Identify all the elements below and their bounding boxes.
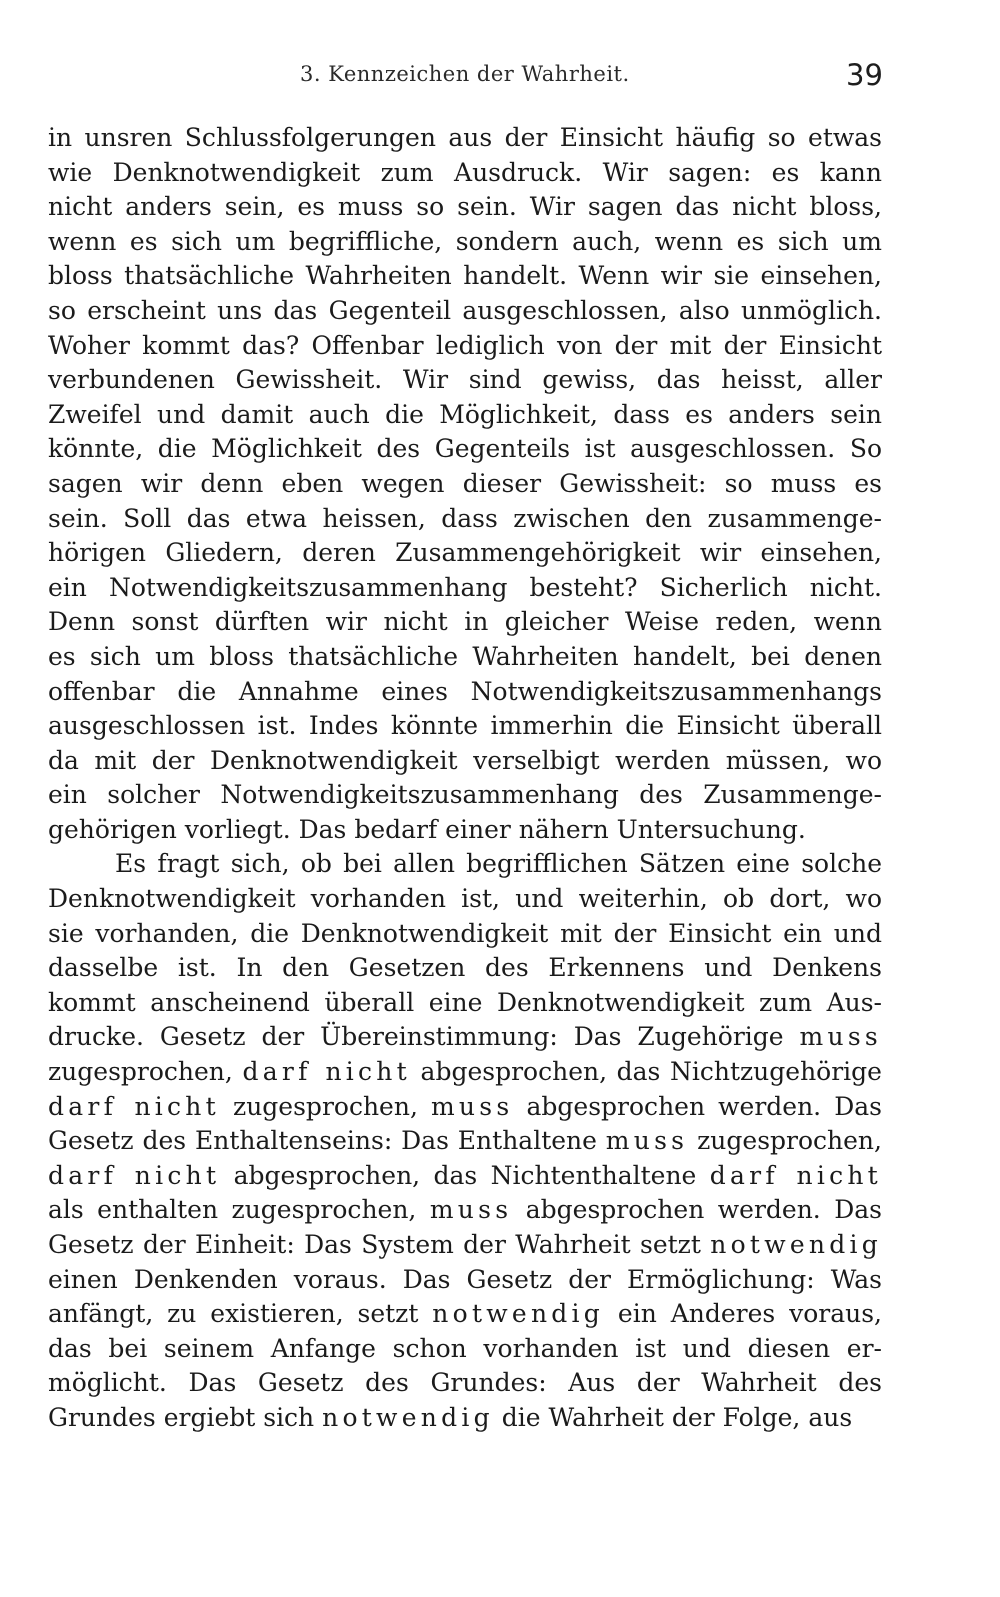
text-line [48, 225, 882, 260]
text-segment: dasselbe ist. In den Gesetzen des Erkennens und Denkens [48, 953, 882, 983]
text-segment: abgesprochen, das Nichtzugehörige [410, 1057, 882, 1087]
text-segment: als enthalten zugesprochen, [48, 1195, 430, 1225]
text-segment: Denknotwendigkeit vorhanden ist, und weiterhin, ob dort, wo [48, 884, 882, 914]
text-line [48, 190, 882, 225]
text-line [48, 571, 882, 606]
text-segment: einen Denkenden voraus. Das Gesetz der Ermöglichung: Was [48, 1264, 882, 1294]
text-segment: Zweifel und damit auch die Möglichkeit, dass es anders sein [48, 399, 882, 429]
text-segment: gehörigen vorliegt. Das bedarf einer nähern Untersuchung. [48, 814, 806, 844]
text-segment: abgesprochen werden. Das [512, 1195, 882, 1225]
text-segment: ein Anderes voraus, [604, 1299, 883, 1329]
text-segment: anfängt, zu existieren, setzt [48, 1299, 433, 1329]
spaced-emphasis: muss [799, 1022, 882, 1052]
text-line [48, 1159, 882, 1194]
text-segment: Gesetz des Enthaltenseins: Das Enthaltene [48, 1126, 606, 1156]
text-segment: hörigen Gliedern, deren Zusammengehörigkeit wir einsehen, [48, 538, 882, 568]
spaced-emphasis: darf nicht [48, 1160, 221, 1190]
text-line [48, 467, 882, 502]
text-line [48, 156, 882, 191]
text-segment: bloss thatsächliche Wahrheiten handelt. Wenn wir sie einsehen, [48, 261, 882, 291]
text-segment: Denn sonst dürften wir nicht in gleicher Weise reden, wenn [48, 607, 882, 637]
text-segment: offenbar die Annahme eines Notwendigkeitszusammenhangs [48, 676, 882, 706]
text-line [48, 1297, 882, 1332]
text-line [48, 1020, 882, 1055]
spaced-emphasis: notwendig [432, 1299, 605, 1329]
text-line [48, 1263, 882, 1298]
text-line [48, 917, 882, 952]
text-segment: Woher kommt das? Offenbar lediglich von der mit der Einsicht [48, 330, 882, 360]
text-line [48, 329, 882, 364]
text-line [48, 986, 882, 1021]
body-text [48, 121, 882, 1436]
page-number: 39 [846, 58, 883, 92]
spaced-emphasis: darf nicht [242, 1057, 411, 1087]
text-line [48, 1090, 882, 1125]
spaced-emphasis: muss [429, 1195, 513, 1225]
text-segment: abgesprochen werden. Das [513, 1091, 882, 1121]
text-segment: zugesprochen, [688, 1126, 882, 1156]
spaced-emphasis: notwendig [710, 1230, 882, 1259]
text-line [48, 1193, 882, 1228]
text-segment: ein Notwendigkeitszusammenhang besteht? Sicherlich nicht. [48, 572, 882, 602]
text-line [48, 1055, 882, 1090]
text-segment: nicht anders sein, es muss so sein. Wir sagen das nicht bloss, [48, 192, 882, 222]
text-segment: Grundes ergiebt sich [48, 1402, 323, 1432]
text-segment: wenn es sich um begriffliche, sondern auch, wenn es sich um [48, 226, 882, 256]
text-segment: Es fragt sich, ob bei allen begrifflichen Sätzen eine solche [115, 849, 882, 879]
spaced-emphasis: muss [430, 1091, 514, 1121]
text-segment: da mit der Denknotwendigkeit verselbigt werden müssen, wo [48, 745, 882, 775]
text-line [48, 398, 882, 433]
text-segment: in unsren Schlussfolgerungen aus der Einsicht häufig so etwas [48, 123, 882, 152]
text-segment: sein. Soll das etwa heissen, dass zwischen den zusammenge- [48, 503, 882, 533]
text-segment: so erscheint uns das Gegenteil ausgeschlossen, also unmöglich. [48, 295, 882, 325]
text-line [48, 294, 882, 329]
text-segment: wie Denknotwendigkeit zum Ausdruck. Wir sagen: es kann [48, 157, 882, 187]
text-segment: drucke. Gesetz der Übereinstimmung: Das Zugehörige [48, 1022, 800, 1052]
text-line [48, 1366, 882, 1401]
text-segment: zugesprochen, [48, 1057, 243, 1087]
text-line [48, 259, 882, 294]
text-line [48, 1401, 882, 1436]
text-line [48, 709, 882, 744]
text-segment: Gesetz der Einheit: Das System der Wahrheit setzt [48, 1230, 711, 1259]
text-line [48, 675, 882, 710]
spaced-emphasis: notwendig [322, 1402, 494, 1432]
text-segment: könnte, die Möglichkeit des Gegenteils ist ausgeschlossen. So [48, 434, 882, 464]
text-segment: zugesprochen, [219, 1091, 431, 1121]
text-segment: ein solcher Notwendigkeitszusammenhang des Zusammenge- [48, 780, 882, 810]
text-line [48, 882, 882, 917]
text-line [48, 536, 882, 571]
text-line [48, 744, 882, 779]
spaced-emphasis: darf nicht [48, 1091, 220, 1121]
text-line [48, 1228, 882, 1263]
spaced-emphasis: muss [605, 1126, 689, 1156]
text-line [48, 1332, 882, 1367]
text-line [48, 605, 882, 640]
text-line [48, 502, 882, 537]
text-segment: die Wahrheit der Folge, aus [493, 1402, 853, 1432]
text-line [48, 951, 882, 986]
text-segment: ausgeschlossen ist. Indes könnte immerhin die Einsicht überall [48, 711, 882, 741]
text-line [48, 121, 882, 156]
text-line [48, 432, 882, 467]
running-head: 3. Kennzeichen der Wahrheit. [300, 62, 630, 86]
text-line [48, 363, 882, 398]
text-segment: kommt anscheinend überall eine Denknotwendigkeit zum Aus- [48, 987, 882, 1017]
text-segment: es sich um bloss thatsächliche Wahrheiten handelt, bei denen [48, 641, 882, 671]
text-segment: möglicht. Das Gesetz des Grundes: Aus der Wahrheit des [48, 1368, 882, 1398]
text-line [48, 847, 882, 882]
text-line [48, 1124, 882, 1159]
text-segment: verbundenen Gewissheit. Wir sind gewiss, das heisst, aller [48, 365, 882, 395]
text-line [48, 813, 882, 848]
text-segment: abgesprochen, das Nichtenthaltene [220, 1160, 710, 1190]
spaced-emphasis: darf nicht [709, 1160, 882, 1190]
text-segment: sagen wir denn eben wegen dieser Gewissheit: so muss es [48, 468, 882, 498]
text-segment: sie vorhanden, die Denknotwendigkeit mit der Einsicht ein und [48, 918, 882, 948]
text-line [48, 778, 882, 813]
text-line [48, 640, 882, 675]
text-segment: das bei seinem Anfange schon vorhanden ist und diesen er- [48, 1333, 882, 1363]
